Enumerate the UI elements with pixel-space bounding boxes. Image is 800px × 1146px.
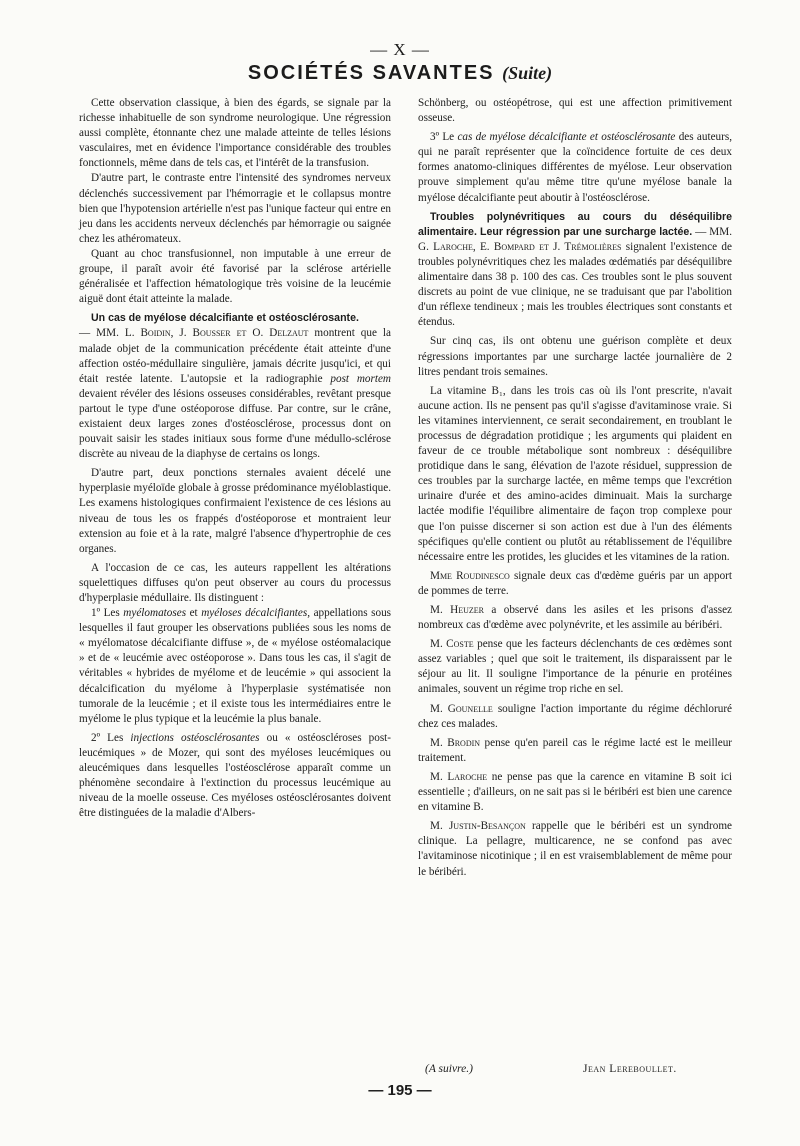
paragraph bbox=[418, 702, 732, 732]
paragraph: Cette observation classique, à bien des égards, se signale par la richesse inhabituelle de son syndrome neurologique. Une régression aussi complète, étonnante chez une malade atteinte de telles lésions vasculaires, met en évidence l'importance considérable des troubles fonctionnels, même dans de tels cas, et l'intérêt de la transfusion. bbox=[79, 97, 391, 170]
heading-dash: — MM. bbox=[79, 327, 119, 340]
italic-run: post mortem bbox=[330, 372, 392, 385]
paragraph: Schönberg, ou ostéopétrose, qui est une affection primitivement osseuse. bbox=[418, 97, 732, 125]
speaker-name: M. Coste bbox=[430, 638, 474, 651]
text-run: 3º Le bbox=[430, 131, 455, 144]
text-run: signale deux cas d'œdème guéris par un apport de pommes de terre. bbox=[418, 569, 732, 597]
text-run: appellations sous lesquelles il faut grouper les observations publiées sous les noms de « myélomatose décalcifiante diffuse », de « myélose ostéomalacique » et de « leucémie avec ostéoporose ». Dans tous les cas, il s'agit de véritables « hybrides de myélome et de leucémie » qui associent la décalcification du myélome à l'hyperplasie systématisée non tumorale de la leucémie ; et il existe tous les intermédiaires entre le myélome le plus typique et la leucémie la plus banale. bbox=[79, 607, 392, 725]
right-column bbox=[418, 96, 732, 880]
paragraph: D'autre part, deux ponctions sternales avaient décelé une hyperplasie myéloïde globale à grosse prédominance myéloblastique. Les examens histologiques confirmaient l'existence de ces lésions au niveau de tous les os frappés d'ostéoporose et montraient leur extension au foie et à la rate, malgré l'absence d'hypertrophie de ces organes. bbox=[79, 467, 391, 555]
text-run: pense que les facteurs déclenchants de ces œdèmes sont assez variables ; quel que soit le traitement, ils disparaissent par le séjour au lit. Il souligne l'importance de la pénurie en protéines animales, souvent un régime trop riche en sel. bbox=[418, 638, 733, 696]
speaker-name: M. Gounelle bbox=[430, 702, 493, 715]
text-run: souligne l'action importante du régime déchloruré chez ces malades. bbox=[418, 702, 733, 730]
speaker-name: Mme Roudinesco bbox=[430, 569, 510, 582]
paragraph bbox=[79, 606, 391, 727]
text-run: ne pense pas que la carence en vitamine B soit ici essentielle ; d'ailleurs, on ne sait pas si le béribéri est bien une carence en vitamine B. bbox=[418, 770, 732, 814]
paragraph bbox=[79, 326, 391, 462]
paragraph bbox=[418, 603, 732, 633]
speaker-name: M. Heuzer bbox=[430, 604, 484, 616]
text-run: 2º Les bbox=[91, 731, 124, 744]
paragraph: Quant au choc transfusionnel, non imputable à une erreur de groupe, il paraît avoir été favorisé par la sclérose artérielle généralisée et l'affection hématologique très voisine de la leucémie aiguë dont était atteinte la malade. bbox=[79, 247, 391, 306]
text-run: pense qu'en pareil cas le régime lacté est le meilleur traitement. bbox=[418, 736, 733, 764]
text-run: 1º Les bbox=[91, 607, 120, 620]
italic-run: cas de myélose décalcifiante et ostéosclérosante bbox=[457, 131, 676, 144]
communication-heading bbox=[79, 311, 391, 326]
title-text: SOCIÉTÉS SAVANTES bbox=[247, 62, 495, 84]
text-run: rappelle que le béribéri est un syndrome clinique. La pellagre, multicarence, ne se confond pas avec l'avitaminose nicotinique ; il en est vraisemblablement de même pour le béribéri. bbox=[418, 820, 733, 878]
text-run: des auteurs, qui ne paraît représenter que la coïncidence fortuite de ces deux formes anatomo-cliniques différentes de myélose. Leur observation prouve simplement qu'au même titre qu'une myélose banale la myélose décalcifiante peut aboutir à l'ostéosclérose. bbox=[418, 131, 733, 204]
text-run: devaient révéler des lésions osseuses considérables, revêtant presque partout le type d'une ostéoporose diffuse. Par contre, sur le crâne, existaient deux larges zones d'ostéosclérose, processus dont on pouvait saisir les stades initiaux sous forme d'une médullo-sclérose discrète au niveau de la diaphyse de certains os longs. bbox=[79, 387, 391, 461]
heading-dash: — MM. bbox=[695, 225, 732, 238]
heading-title: Un cas de myélose décalcifiante et ostéosclérosante. bbox=[91, 312, 359, 325]
text-run: signalent l'existence de troubles polynévritiques chez les malades œdématiés par déséquilibre alimentaire dans 38 p. 100 des cas. Ces troubles sont le plus souvent discrets au point de vue clinique, ne se traduisant que par l'abolition d'un réflexe tendineux ; mais les troubles électriques sont constants et étendus. bbox=[418, 240, 732, 329]
text-run: a observé dans les asiles et les prisons d'assez nombreux cas d'œdème avec polynévrite, et les assimile au béribéri. bbox=[418, 604, 732, 632]
paragraph: D'autre part, le contraste entre l'intensité des syndromes nerveux déclenchés successivement par l'hémorragie et le collapsus montre bien que l'hypotension artérielle n'est pas l'unique facteur qui entre en jeu dans les accidents nerveux déclenchés par hémorragie ou saignée chez les athéromateux. bbox=[79, 172, 391, 245]
paragraph bbox=[418, 130, 732, 205]
paragraph bbox=[418, 637, 732, 697]
communication-heading bbox=[418, 210, 732, 331]
author-names: G. Laroche, E. Bompard et J. Trémolières bbox=[418, 240, 622, 253]
italic-run: myéloses décalcifiantes, bbox=[201, 607, 311, 620]
heading-title: Troubles polynévritiques au cours du déséquilibre alimentaire. Leur régression par une surcharge lactée. bbox=[418, 210, 732, 238]
paragraph: Sur cinq cas, ils ont obtenu une guérison complète et deux régressions importantes par une surcharge lactée journalière de 2 litres pendant trois semaines. bbox=[418, 335, 732, 378]
page-title bbox=[0, 62, 800, 85]
paragraph: A l'occasion de ce cas, les auteurs rappellent les altérations squelettiques diffuses qu'on peut observer au cours du processus d'hyperplasie médullaire. Ils distinguent : bbox=[79, 561, 391, 604]
text-run: et bbox=[189, 607, 198, 620]
title-suffix: (Suite) bbox=[502, 63, 553, 83]
section-numeral: — X — bbox=[370, 40, 430, 59]
paragraph bbox=[418, 770, 732, 815]
speaker-name: M. Laroche bbox=[430, 770, 488, 783]
paragraph bbox=[79, 731, 391, 822]
paragraph bbox=[418, 819, 732, 879]
speaker-name: M. Brodin bbox=[430, 736, 481, 749]
paragraph: La vitamine B₁, dans les trois cas où ils l'ont prescrite, n'avait aucune action. Ils ne pensent pas qu'il s'agisse d'avitaminose vraie. Si les vitamines interviennent, ce serait secondairement, en troublant le processus de dégradation protidique ; les arguments qui plaident en faveur de ce trouble métabolique sont nombreux : déséquilibre protidique dans le sang, élévation de l'azote résiduel, suppression de ces troubles par la surcharge lactée, en même temps que l'excrétion urinaire d'urée et des amino-acides diminuait. Mais la surcharge lactée modifie l'équilibre alimentaire de façon trop complexe pour que l'on puisse discerner si son action est due à l'un des éléments spécifiques qu'elle contient ou plutôt au rétablissement de l'équilibre nécessaire entre les protides, les glucides et les vitamines de la ration. bbox=[418, 384, 732, 563]
italic-run: myélomatoses bbox=[123, 607, 187, 620]
left-column bbox=[79, 96, 391, 821]
author-names: L. Boidin, J. Bousser et O. Delzaut bbox=[124, 327, 309, 340]
paragraph bbox=[418, 736, 732, 766]
page-number: — 195 — bbox=[368, 1082, 432, 1099]
italic-run: injections ostéosclérosantes bbox=[130, 731, 260, 744]
author-signature: Jean Lereboullet. bbox=[583, 1063, 677, 1075]
paragraph bbox=[418, 569, 732, 599]
text-run: montrent que la malade objet de la communication précédente était atteinte d'une affection ostéo-médullaire singulière, jamais décrite jusqu'ici, et qui était restée latente. L'autopsie et la radiographie bbox=[79, 327, 392, 385]
speaker-name: M. Justin-Besançon bbox=[430, 820, 526, 833]
text-run: ou « ostéoscléroses post-leucémiques » de Mozer, qui sont des myéloses leucémiques ou aleucémiques dans lesquelles l'ostéosclérose apparaît comme un phénomène secondaire à l'extinction du processus leucémique au niveau de la moelle osseuse. Ces myéloses ostéosclérosantes doivent être distinguées de la maladie d'Albers- bbox=[79, 731, 392, 820]
to-be-continued: (A suivre.) bbox=[425, 1063, 473, 1075]
